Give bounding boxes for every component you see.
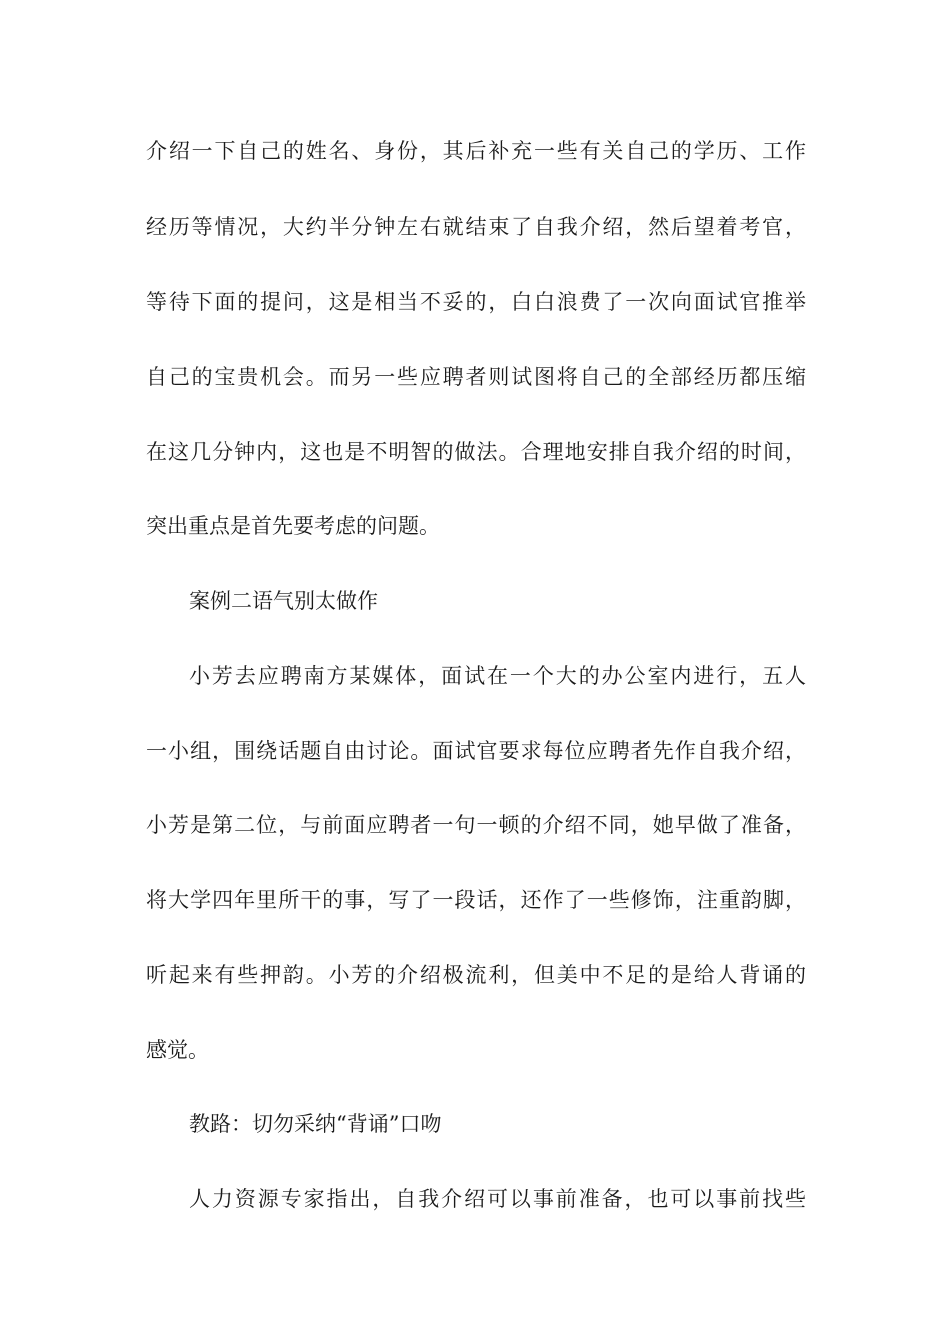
paragraph-line: 感觉。 — [146, 1038, 209, 1062]
paragraph-line: 介绍一下自己的姓名、身份，其后补充一些有关自己的学历、工作 — [146, 139, 806, 163]
paragraph-line: 小芳是第二位，与前面应聘者一句一顿的介绍不同，她早做了准备， — [146, 813, 806, 837]
section-heading: 案例二语气别太做作 — [189, 589, 378, 613]
paragraph-line: 一小组，围绕话题自由讨论。面试官要求每位应聘者先作自我介绍， — [146, 739, 806, 763]
paragraph-line: 突出重点是首先要考虑的问题。 — [146, 514, 440, 538]
paragraph-line: 人力资源专家指出，自我介绍可以事前准备，也可以事前找些 — [189, 1187, 806, 1211]
paragraph-line: 自己的宝贵机会。而另一些应聘者则试图将自己的全部经历都压缩 — [146, 365, 806, 389]
paragraph-line: 小芳去应聘南方某媒体，面试在一个大的办公室内进行，五人 — [189, 664, 806, 688]
paragraph-line: 经历等情况，大约半分钟左右就结束了自我介绍，然后望着考官， — [146, 215, 806, 239]
paragraph-line: 将大学四年里所干的事，写了一段话，还作了一些修饰，注重韵脚， — [146, 888, 806, 912]
section-heading: 教路：切勿采纳“背诵”口吻 — [189, 1112, 442, 1136]
paragraph-line: 在这几分钟内，这也是不明智的做法。合理地安排自我介绍的时间， — [146, 440, 806, 464]
paragraph-line: 听起来有些押韵。小芳的介绍极流利，但美中不足的是给人背诵的 — [146, 963, 806, 987]
paragraph-line: 等待下面的提问，这是相当不妥的，白白浪费了一次向面试官推举 — [146, 290, 806, 314]
